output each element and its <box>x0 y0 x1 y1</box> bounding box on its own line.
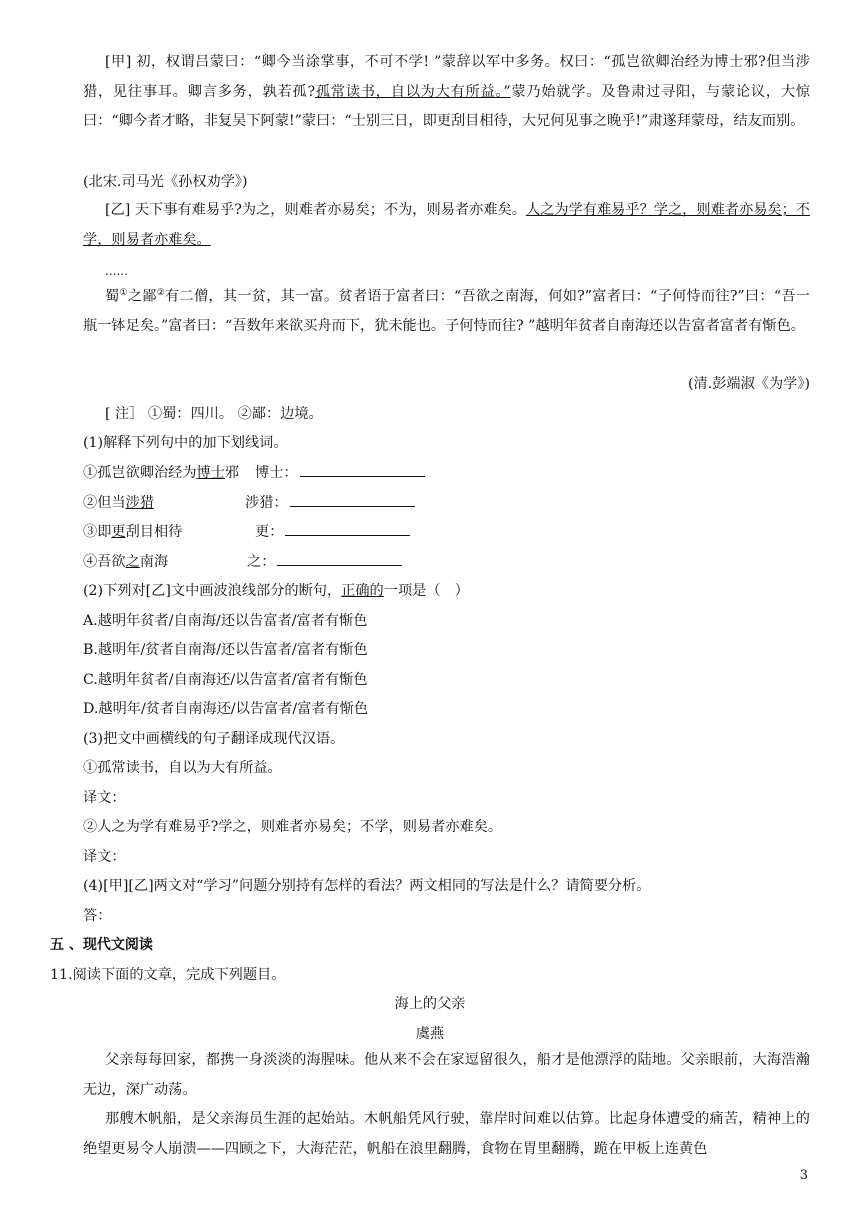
q2-option-d[interactable]: D.越明年/贫者自南海还/以告富者/富者有惭色 <box>83 701 369 717</box>
yi-ellipsis: ...... <box>105 264 128 278</box>
article-paragraph-2: 那艘木帆船，是父亲海员生涯的起始站。木帆船凭风行驶，靠岸时间难以估算。比起身体遭受的痛苦，精神上的绝望更易令人崩溃——四顾之下，大海茫茫，帆船在浪里翻腾，食物在胃里翻腾，跪在甲板上连黄色 <box>83 1111 810 1157</box>
q1-blank-3[interactable] <box>285 521 410 536</box>
article-title: 海上的父亲 <box>394 996 466 1012</box>
q1-prompt: (1)解释下列句中的加下划线词。 <box>83 435 288 451</box>
yi-underlined-sentence: 人之为学有难易乎？学之，则难者亦易矣；不学，则易者亦难矣。 <box>83 202 810 248</box>
page-number: 3 <box>799 1168 808 1183</box>
q3-prompt: (3)把文中画横线的句子翻译成现代汉语。 <box>83 731 345 747</box>
jia-label: [甲] <box>105 54 132 70</box>
q3-translation-1[interactable]: 译文： <box>83 790 126 806</box>
q3-sentence-2: ②人之为学有难易乎?学之，则难者亦易矣；不学，则易者亦难矣。 <box>83 819 503 835</box>
q2-option-b[interactable]: B.越明年/贫者自南海/还以告富者/富者有惭色 <box>83 642 368 658</box>
q1-item-2-word: 涉猎 <box>125 495 154 511</box>
q2-option-c[interactable]: C.越明年贫者/自南海还/以告富者/富者有惭色 <box>83 672 368 688</box>
yi-text-b: 有二僧，其一贫，其一富。贫者语于富者曰：“吾欲之南海，何如?”富者曰：“子何恃而往?”曰：“吾一瓶一钵足矣。”富者曰：“吾数年来欲买舟而下，犹未能也。子何恃而往? ”越明年贫者自南海还以告富者富者有惭色。 <box>83 288 810 335</box>
q1-item-1: ①孤岂欲卿治经为博士邪 博士： <box>83 462 425 484</box>
q1-blank-2[interactable] <box>290 492 415 507</box>
q4-prompt: (4)[甲][乙]两文对“学习”问题分别持有怎样的看法？两文相同的写法是什么？请简要分析。 <box>83 878 651 894</box>
q1-item-4-word: 之 <box>125 554 140 570</box>
footnote-2-mark: ② <box>156 288 166 298</box>
footnote-1-mark: ① <box>119 288 128 298</box>
jia-underlined-sentence: 孤常读书，自以为大有所益。” <box>315 83 511 100</box>
q4-answer[interactable]: 答： <box>83 908 112 924</box>
q1-blank-4[interactable] <box>277 551 402 566</box>
q3-sentence-1: ①孤常读书，自以为大有所益。 <box>83 760 282 776</box>
zhi-bi-word: 之鄙 <box>127 288 157 305</box>
q1-item-4: ④吾欲之南海 之： <box>83 551 402 573</box>
q2-option-a[interactable]: A.越明年贫者/自南海/还以告富者/富者有惭色 <box>83 613 368 629</box>
q1-blank-1[interactable] <box>300 462 425 477</box>
q1-item-3: ③即更刮目相待 更： <box>83 521 410 543</box>
jia-source: (北宋.司马光《孙权劝学》) <box>83 174 248 190</box>
yi-source: (清.彭端淑《为学》) <box>688 376 810 392</box>
article-author: 虞燕 <box>415 1026 445 1042</box>
q1-item-1-word: 博士 <box>196 465 225 481</box>
q2-prompt: (2)下列对[乙]文中画波浪线部分的断句，正确的一项是（ ） <box>83 583 469 599</box>
shu-word: 蜀 <box>105 288 120 305</box>
yi-text-a: 天下事有难易乎?为之，则难者亦易矣；不为，则易者亦难矣。 <box>134 202 526 218</box>
q1-item-3-word: 更 <box>111 524 126 540</box>
yi-passage-2 <box>83 279 810 342</box>
section-heading: 五 、现代文阅读 <box>50 937 153 953</box>
q11-prompt: 11.阅读下面的文章，完成下列题目。 <box>50 967 286 983</box>
q3-translation-2[interactable]: 译文： <box>83 849 126 865</box>
footnote: [ 注］ ①蜀：四川。 ②鄙：边境。 <box>105 406 323 422</box>
jia-passage <box>83 48 810 137</box>
yi-passage <box>83 196 810 255</box>
yi-label: [乙] <box>105 202 131 218</box>
article-paragraph-1: 父亲每每回家，都携一身淡淡的海腥味。他从来不会在家逗留很久，船才是他漂浮的陆地。父亲眼前，大海浩瀚无边，深广动荡。 <box>83 1052 810 1098</box>
jia-text-b: 蒙乃始就学。及鲁肃过寻阳，与蒙论议，大惊曰：“卿今者才略，非复吴下阿蒙!”蒙曰：“士别三日，即更刮目相待，大兄何见事之晚乎!”肃遂拜蒙母，结友而别。 <box>83 83 810 129</box>
q1-item-2: ②但当涉猎 涉猎： <box>83 492 415 514</box>
jia-text-a: 初，权谓吕蒙曰：“卿今当涂掌事，不可不学! ”蒙辞以军中多务。权曰：“孤岂欲卿治经为博士邪?但当涉猎，见往事耳。卿言多务，孰若孤? <box>83 54 810 100</box>
